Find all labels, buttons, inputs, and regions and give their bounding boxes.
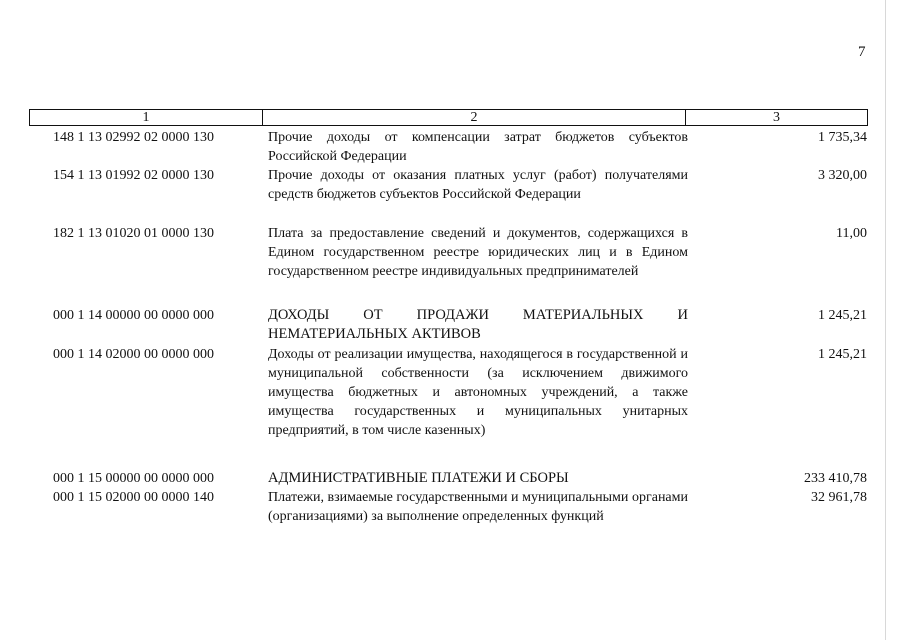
revenue-amount: 1 735,34 [818, 130, 867, 145]
budget-code: 154 1 13 01992 02 0000 130 [53, 168, 214, 183]
budget-code: 000 1 14 00000 00 0000 000 [53, 308, 214, 323]
budget-code: 000 1 15 00000 00 0000 000 [53, 471, 214, 486]
revenue-amount: 3 320,00 [818, 168, 867, 183]
revenue-name: Доходы от реализации имущества, находящегося в государственной и муниципальной собственности (за исключением движимого имущества бюджетных и автономных учреждений, а также имущества государственных и муниципальных унитарных предприятий, в том числе казенных) [268, 347, 688, 438]
column-header-1: 1 [30, 110, 263, 125]
revenue-name: Платежи, взимаемые государственными и муниципальными органами (организациями) за выполнение определенных функций [268, 490, 688, 524]
budget-code: 148 1 13 02992 02 0000 130 [53, 130, 214, 145]
revenue-name: Прочие доходы от компенсации затрат бюджетов субъектов Российской Федерации [268, 130, 688, 164]
table-row [29, 224, 868, 306]
revenue-amount: 233 410,78 [804, 471, 867, 486]
revenue-amount: 11,00 [836, 226, 867, 241]
revenue-name: Прочие доходы от оказания платных услуг (работ) получателями средств бюджетов субъектов Российской Федерации [268, 168, 688, 202]
budget-code: 000 1 14 02000 00 0000 000 [53, 347, 214, 362]
table-header-row [29, 109, 868, 126]
column-header-2: 2 [263, 110, 686, 125]
table-body [29, 128, 868, 546]
scan-edge [885, 0, 886, 640]
revenue-amount: 32 961,78 [811, 490, 867, 505]
table-row [29, 166, 868, 224]
table-row [29, 469, 868, 488]
page-number: 7 [858, 44, 866, 60]
table-row [29, 345, 868, 469]
revenue-name: ДОХОДЫ ОТ ПРОДАЖИ МАТЕРИАЛЬНЫХ И НЕМАТЕРИАЛЬНЫХ АКТИВОВ [268, 307, 688, 342]
revenue-amount: 1 245,21 [818, 308, 867, 323]
budget-code: 182 1 13 01020 01 0000 130 [53, 226, 214, 241]
budget-code: 000 1 15 02000 00 0000 140 [53, 490, 214, 505]
column-header-3: 3 [773, 110, 780, 125]
revenue-name: АДМИНИСТРАТИВНЫЕ ПЛАТЕЖИ И СБОРЫ [268, 470, 569, 486]
table-row [29, 128, 868, 166]
table-row [29, 488, 868, 546]
revenue-amount: 1 245,21 [818, 347, 867, 362]
revenue-name: Плата за предоставление сведений и документов, содержащихся в Едином государственном реестре юридических лиц и в Едином государственном реестре индивидуальных предпринимателей [268, 226, 688, 279]
table-row [29, 306, 868, 345]
